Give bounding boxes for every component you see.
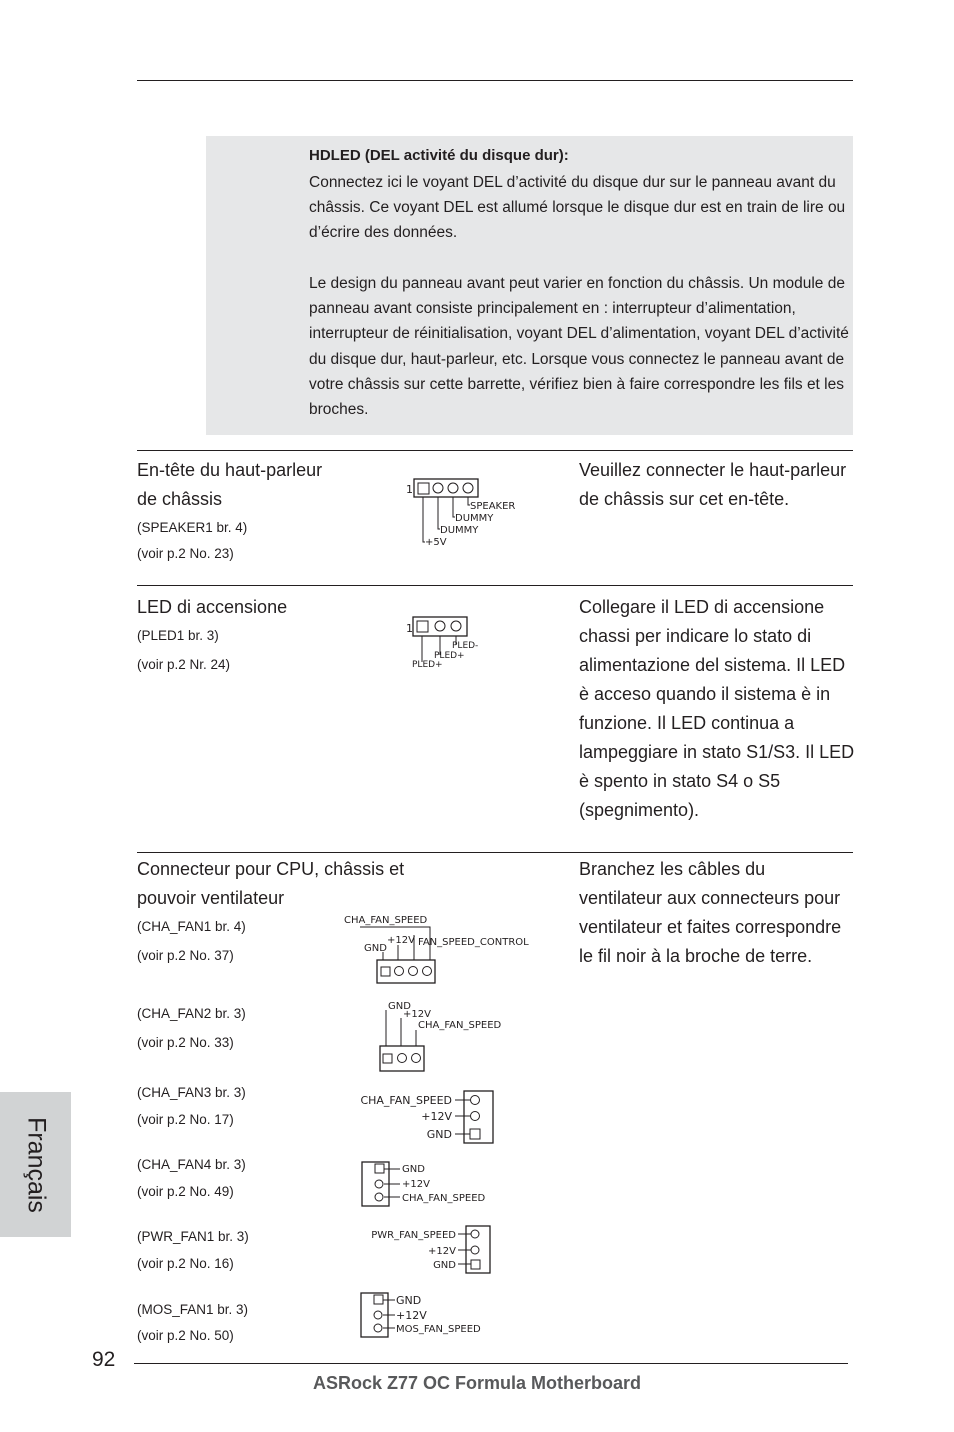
fan-ref: (PWR_FAN1 br. 3) — [137, 1229, 249, 1244]
fan-page-ref: (voir p.2 No. 17) — [137, 1112, 234, 1127]
hdled-paragraph-2: Le design du panneau avant peut varier en fonction du châssis. Un module de panneau avant consiste principalement en : interrupteur d’alimentation, interrupteur de réinitialisation, voyant DEL d’alimentation, voyant DEL d’activité du disque dur, haut-parleur, etc. Lorsque vous connectez le panneau avant de votre châssis sur cette barrette, vérifiez bien à faire correspondre les fils et les broches. — [309, 275, 849, 419]
speaker-description: Veuillez connecter le haut-parleur de châssis sur cet en-tête. — [579, 460, 847, 509]
fan-pin — [375, 1164, 384, 1173]
fan-pin-label: GND — [396, 1294, 422, 1307]
pled-pin-label: PLED+ — [412, 660, 443, 670]
pled-ref: (PLED1 br. 3) — [137, 628, 219, 643]
footer-rule — [134, 1363, 848, 1364]
fans-description: Branchez les câbles du ventilateur aux connecteurs pour ventilateur et faites correspondre le fil noir à la broche de terre. — [579, 859, 842, 966]
language-side-tab — [0, 1092, 71, 1237]
fan-pin — [471, 1260, 480, 1269]
pled-header-diagram — [400, 612, 490, 672]
pled-connector — [413, 617, 467, 636]
fan-pin-label: +12V — [402, 1179, 430, 1190]
fan-pin-label: GND — [433, 1260, 456, 1271]
speaker-pin1-label: 1 — [406, 483, 413, 496]
speaker-pin-1 — [418, 483, 429, 494]
fan-pin-label: GND — [426, 1128, 452, 1141]
pled-pin-3 — [451, 621, 461, 631]
speaker-pin-4 — [463, 483, 473, 493]
hdled-paragraph-1: Connectez ici le voyant DEL d’activité du disque dur sur le panneau avant du châssis. Ce voyant DEL est allumé lorsque le disque dur est en train de lire ou d’écrire des données. — [309, 174, 846, 242]
speaker-pin-3 — [448, 483, 458, 493]
fan-pin-label: CHA_FAN_SPEED — [344, 915, 428, 926]
fan-pin-label: CHA_FAN_SPEED — [402, 1193, 486, 1204]
fan-ref: (CHA_FAN4 br. 3) — [137, 1157, 246, 1172]
pwr-fan1-diagram — [356, 1224, 496, 1276]
fan-pin-label: +12V — [421, 1110, 452, 1123]
fan-page-ref: (voir p.2 No. 50) — [137, 1328, 234, 1343]
pled-pin-label: PLED+ — [434, 651, 465, 661]
section-rule-pled — [137, 585, 853, 586]
cha-fan2-connector — [380, 1046, 424, 1071]
header-rule — [137, 80, 853, 81]
speaker-header-diagram — [400, 472, 525, 552]
fan-pin-label: +12V — [387, 935, 415, 946]
fan-pin-label: GND — [402, 1164, 425, 1175]
fan-pin — [471, 1246, 479, 1254]
fan-page-ref: (voir p.2 No. 37) — [137, 948, 234, 963]
cha-fan1-connector — [377, 960, 435, 983]
fan-pin — [398, 1054, 407, 1063]
fan-pin — [423, 967, 432, 976]
language-label: Français — [22, 1116, 50, 1213]
fan-pin-label: CHA_FAN_SPEED — [360, 1094, 452, 1107]
fan-pin-label: GND — [364, 943, 387, 954]
fan-pin — [374, 1311, 382, 1319]
fan-page-ref: (voir p.2 No. 33) — [137, 1035, 234, 1050]
fan-pin — [374, 1324, 382, 1332]
section-rule-fans — [137, 852, 853, 853]
fan-pin — [409, 967, 418, 976]
fan-ref: (MOS_FAN1 br. 3) — [137, 1302, 249, 1317]
speaker-title-line2: de châssis — [137, 489, 223, 509]
speaker-pin-2 — [433, 483, 443, 493]
fan-pin-label: GND — [388, 1001, 411, 1012]
fan-ref: (CHA_FAN1 br. 4) — [137, 919, 246, 934]
pled-pin-1 — [417, 621, 428, 632]
page-number: 92 — [92, 1348, 116, 1371]
fan-ref: (CHA_FAN3 br. 3) — [137, 1085, 246, 1100]
fan-pin-label: FAN_SPEED_CONTROL — [418, 937, 529, 948]
speaker-page-ref: (voir p.2 No. 23) — [137, 546, 234, 561]
cha-fan2-diagram — [375, 996, 515, 1076]
cha-fan1-diagram — [340, 910, 550, 988]
fan-pin — [383, 1054, 392, 1063]
fan-pin-label: +12V — [403, 1009, 431, 1020]
pled-pin-label: PLED- — [452, 641, 479, 651]
speaker-title-line1: En-tête du haut-parleur — [137, 460, 323, 480]
section-rule-speaker — [137, 450, 853, 451]
cha-fan4-diagram — [358, 1159, 498, 1209]
fan-pin — [471, 1230, 479, 1238]
hdled-title: HDLED (DEL activité du disque dur): — [309, 147, 569, 164]
fan-pin — [374, 1295, 383, 1304]
fan-pin — [375, 1193, 383, 1201]
pled-description: Collegare il LED di accensione chassi per indicare lo stato di alimentazione del sistema. Il LED è acceso quando il sistema è in funzione. Il LED continua a lampeggiare in stato S1/S3. Il LED è spento in stato S4 o S5 (spegnimento). — [579, 597, 855, 820]
fan-pin — [375, 1180, 383, 1188]
fan-pin-label: +12V — [396, 1309, 427, 1322]
fan-pin-label: CHA_FAN_SPEED — [418, 1020, 502, 1031]
pled-title: LED di accensione — [137, 597, 288, 617]
fan-pin — [412, 1054, 421, 1063]
pled-pin1-label: 1 — [406, 622, 413, 635]
fan-pin — [471, 1096, 480, 1105]
fan-pin — [471, 1112, 480, 1121]
pled-page-ref: (voir p.2 Nr. 24) — [137, 657, 231, 672]
pled-pin-2 — [435, 621, 445, 631]
mos-fan1-diagram — [358, 1290, 498, 1340]
fan-pin — [470, 1129, 480, 1139]
fan-page-ref: (voir p.2 No. 16) — [137, 1256, 234, 1271]
speaker-ref: (SPEAKER1 br. 4) — [137, 520, 248, 535]
speaker-pin-label: +5V — [425, 537, 447, 548]
fan-ref: (CHA_FAN2 br. 3) — [137, 1006, 246, 1021]
speaker-pin-label: DUMMY — [440, 525, 479, 536]
cha-fan3-diagram — [334, 1087, 499, 1145]
fan-page-ref: (voir p.2 No. 49) — [137, 1184, 234, 1199]
fan-pin-label: PWR_FAN_SPEED — [371, 1230, 456, 1241]
fans-title-line1: Connecteur pour CPU, châssis et — [137, 859, 405, 879]
fan-pin-label: MOS_FAN_SPEED — [396, 1324, 481, 1335]
fan-pin — [381, 967, 390, 976]
fan-pin — [395, 967, 404, 976]
fans-title-line2: pouvoir ventilateur — [137, 888, 285, 908]
speaker-pin-label: DUMMY — [455, 513, 494, 524]
speaker-pin-label: SPEAKER — [470, 501, 516, 512]
footer-product-name: ASRock Z77 OC Formula Motherboard — [312, 1373, 642, 1393]
fan-pin-label: +12V — [428, 1246, 456, 1257]
